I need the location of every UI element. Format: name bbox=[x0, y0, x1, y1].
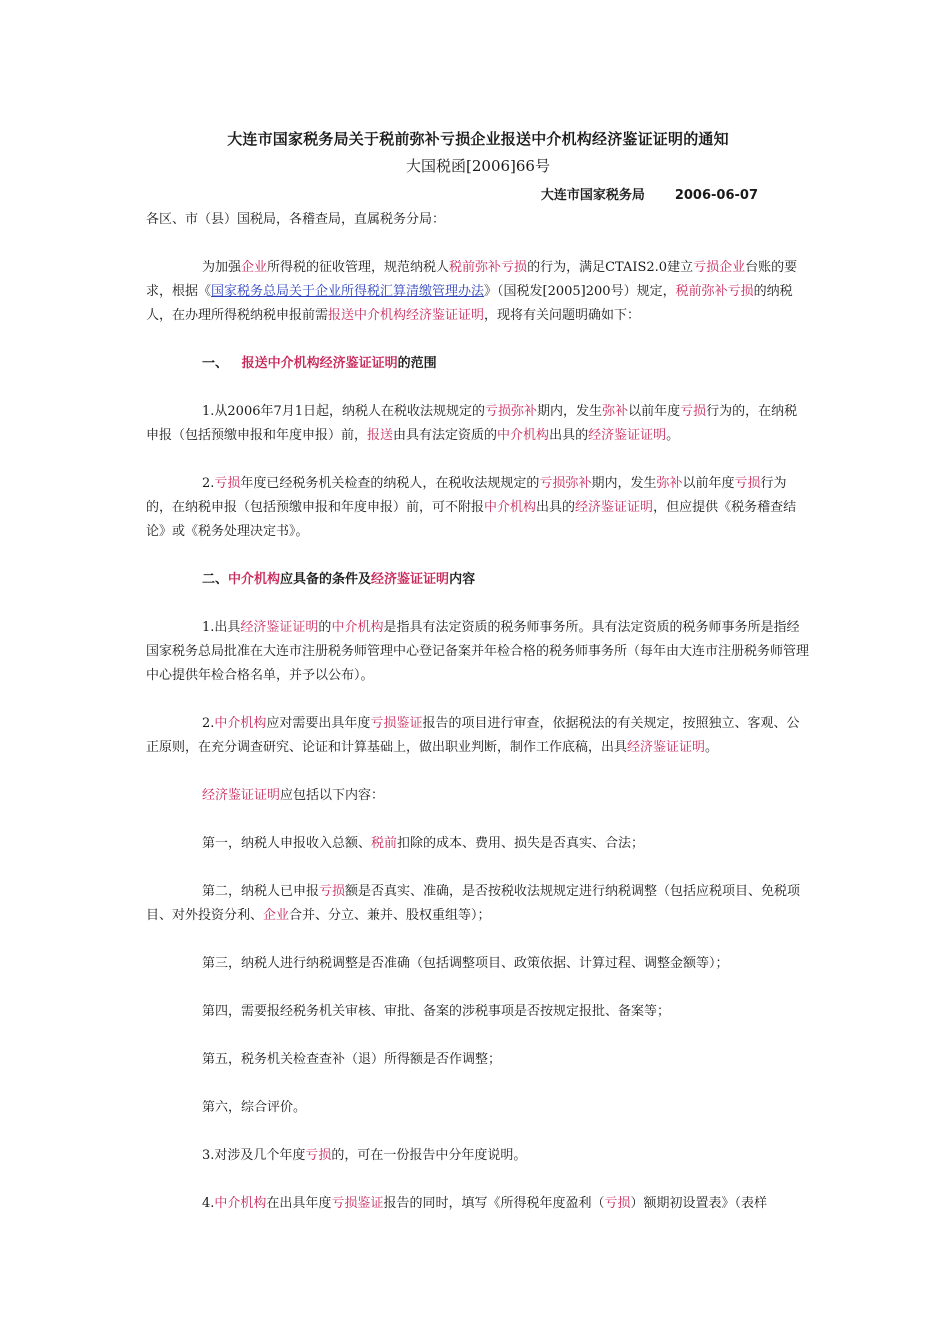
content-item-2: 第二，纳税人已申报亏损额是否真实、准确，是否按税收法规规定进行纳税调整（包括应税项目、免税项目、对外投资分利、企业合并、分立、兼并、股权重组等）； bbox=[146, 884, 801, 923]
keyword: 亏损企业 bbox=[693, 260, 746, 275]
keyword: 报送中介机构经济鉴证证明 bbox=[328, 308, 485, 323]
issue-date: 2006-06-07 bbox=[674, 188, 758, 203]
intro-paragraph: 为加强企业所得税的征收管理，规范纳税人税前弥补亏损的行为，满足CTAIS2.0建立亏损企业台账的要求，根据《国家税务总局关于企业所得税汇算清缴管理办法》（国税发[2005]200号）规定，税前弥补亏损的纳税人，在办理所得税纳税申报前需报送中介机构经济鉴证证明，现将有关问题明确如下： bbox=[146, 260, 798, 323]
clause-2-1: 1.出具经济鉴证证明的中介机构是指具有法定资质的税务师事务所。具有法定资质的税务师事务所是指经国家税务总局批准在大连市注册税务师管理中心登记备案并年检合格的税务师事务所（每年由大连市注册税务师管理中心提供年检合格名单，并予以公布）。 bbox=[146, 620, 810, 683]
document-number: 大国税函[2006]66号 bbox=[406, 157, 550, 175]
content-item-1: 第一，纳税人申报收入总额、税前扣除的成本、费用、损失是否真实、合法； bbox=[202, 836, 645, 851]
content-item-3: 第三，纳税人进行纳税调整是否准确（包括调整项目、政策依据、计算过程、调整金额等）； bbox=[202, 956, 729, 971]
clause-1-2: 2.亏损年度已经税务机关检查的纳税人，在税收法规规定的亏损弥补期内，发生弥补以前年度亏损行为的，在纳税申报（包括预缴申报和年度申报）前，可不附报中介机构出具的经济鉴证证明，但应提供《税务稽查结论》或《税务处理决定书》。 bbox=[146, 476, 797, 539]
keyword: 企业 bbox=[241, 260, 268, 275]
regulation-link[interactable]: 国家税务总局关于企业所得税汇算清缴管理办法 bbox=[211, 284, 485, 299]
content-item-4: 第四，需要报经税务机关审核、审批、备案的涉税事项是否按规定报批、备案等； bbox=[202, 1004, 671, 1019]
clause-2-4: 4.中介机构在出具年度亏损鉴证报告的同时，填写《所得税年度盈利（亏损）额期初设置表》（表样 bbox=[202, 1196, 767, 1211]
issuer-name: 大连市国家税务局 bbox=[540, 188, 645, 203]
clause-2-content-intro: 经济鉴证证明应包括以下内容： bbox=[202, 788, 385, 803]
content-item-5: 第五，税务机关检查查补（退）所得额是否作调整； bbox=[202, 1052, 502, 1067]
issuer-line bbox=[541, 184, 758, 203]
salutation: 各区、市（县）国税局，各稽查局，直属税务分局： bbox=[146, 212, 446, 227]
section-heading-2: 二、中介机构应具备的条件及经济鉴证证明内容 bbox=[202, 572, 476, 587]
document-title: 大连市国家税务局关于税前弥补亏损企业报送中介机构经济鉴证证明的通知 bbox=[227, 130, 729, 148]
clause-2-3: 3.对涉及几个年度亏损的，可在一份报告中分年度说明。 bbox=[202, 1148, 527, 1163]
keyword: 报送中介机构经济鉴证证明 bbox=[241, 356, 398, 371]
section-heading-1: 一、 报送中介机构经济鉴证证明的范围 bbox=[202, 356, 437, 371]
clause-2-2: 2.中介机构应对需要出具年度亏损鉴证报告的项目进行审查，依据税法的有关规定，按照独立、客观、公正原则，在充分调查研究、论证和计算基础上，做出职业判断，制作工作底稿，出具经济鉴证证明。 bbox=[146, 716, 800, 755]
content-item-6: 第六，综合评价。 bbox=[202, 1100, 307, 1115]
keyword: 税前弥补亏损 bbox=[675, 284, 754, 299]
clause-1-1: 1.从2006年7月1日起，纳税人在税收法规规定的亏损弥补期内，发生弥补以前年度亏损行为的，在纳税申报（包括预缴申报和年度申报）前，报送由具有法定资质的中介机构出具的经济鉴证证明。 bbox=[146, 404, 798, 443]
keyword: 税前弥补亏损 bbox=[449, 260, 528, 275]
